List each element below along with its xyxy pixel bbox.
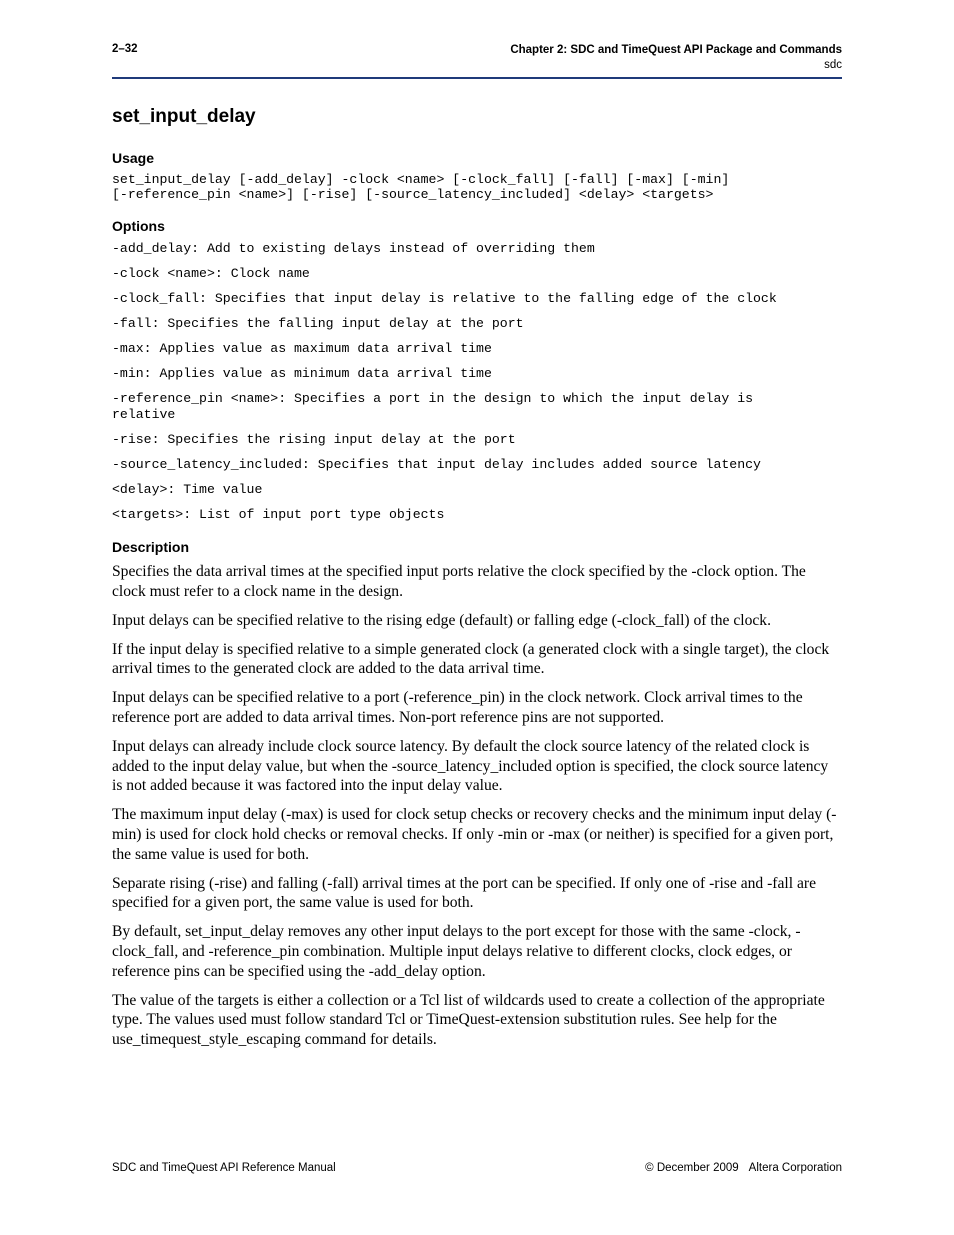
option-item: -source_latency_included: Specifies that input delay includes added source latency <box>112 457 761 472</box>
chapter-title: Chapter 2: SDC and TimeQuest API Package and Commands <box>510 44 842 56</box>
option-item: -max: Applies value as maximum data arrival time <box>112 341 492 356</box>
option-item: -add_delay: Add to existing delays instead of overriding them <box>112 241 595 256</box>
footer-manual-title: SDC and TimeQuest API Reference Manual <box>112 1162 336 1174</box>
header-rule <box>112 77 842 79</box>
page-title: set_input_delay <box>112 106 256 127</box>
running-header <box>510 43 842 73</box>
option-item: -fall: Specifies the falling input delay at the port <box>112 316 524 331</box>
usage-line: [-reference_pin <name>] [-rise] [-source_latency_included] <delay> <targets> <box>112 187 714 202</box>
description-body <box>112 562 842 1049</box>
footer-company: Altera Corporation <box>748 1162 842 1174</box>
section-name: sdc <box>824 59 842 71</box>
usage-heading: Usage <box>112 150 155 166</box>
usage-line: set_input_delay [-add_delay] -clock <name> [-clock_fall] [-fall] [-max] [-min] <box>112 172 730 187</box>
description-paragraph: Specifies the data arrival times at the specified input ports relative the clock specified by the -clock option. The clock must refer to a clock name in the design. <box>112 563 806 600</box>
description-paragraph: By default, set_input_delay removes any other input delays to the port except for those with the same -clock, -clock_fall, and -reference_pin combination. Multiple input delays relative to different clocks, clock edges, or reference pins can be specified using the -add_delay option. <box>112 923 801 980</box>
footer-info <box>645 1162 842 1174</box>
option-item: <targets>: List of input port type objects <box>112 507 445 522</box>
description-paragraph: Input delays can be specified relative to a port (-reference_pin) in the clock network. Clock arrival times to the reference port are added to data arrival times. Non-port reference pins are not supported. <box>112 689 803 727</box>
option-item: -clock <name>: Clock name <box>112 266 310 281</box>
options-heading: Options <box>112 218 165 234</box>
description-paragraph: Input delays can be specified relative to the rising edge (default) or falling edge (-clock_fall) of the clock. <box>112 611 771 629</box>
description-paragraph: Input delays can already include clock source latency. By default the clock source latency of the related clock is added to the input delay value, but when the -source_latency_included option is specified, the clock source latency is not added because it was factored into the input delay value. <box>112 738 829 795</box>
description-heading: Description <box>112 539 190 555</box>
description-paragraph: The value of the targets is either a collection or a Tcl list of wildcards used to create a collection of the appropriate type. The values used must follow standard Tcl or TimeQuest-extension substitution rules. See help for the use_timequest_style_escaping command for details. <box>112 991 825 1048</box>
usage-block <box>112 172 842 202</box>
description-paragraph: If the input delay is specified relative to a simple generated clock (a generated clock with a single target), the clock arrival times to the generated clock are added to the data arrival time. <box>112 640 830 678</box>
options-list <box>112 241 842 523</box>
option-item: -reference_pin <name>: Specifies a port in the design to which the input delay is relative <box>112 391 761 422</box>
page-number: 2–32 <box>112 43 138 55</box>
option-item: <delay>: Time value <box>112 482 263 497</box>
page-content <box>112 104 842 1059</box>
footer-date: © December 2009 <box>645 1162 739 1174</box>
option-item: -clock_fall: Specifies that input delay is relative to the falling edge of the clock <box>112 291 777 306</box>
option-item: -rise: Specifies the rising input delay at the port <box>112 432 516 447</box>
option-item: -min: Applies value as minimum data arrival time <box>112 366 492 381</box>
description-paragraph: Separate rising (-rise) and falling (-fall) arrival times at the port can be specified. If only one of -rise and -fall are specified for a given port, the same value is used for both. <box>112 874 817 912</box>
description-paragraph: The maximum input delay (-max) is used for clock setup checks or recovery checks and the minimum input delay (-min) is used for clock hold checks or removal checks. If only -min or -max (or neither) is specified for a given port, the same value is used for both. <box>112 806 837 863</box>
